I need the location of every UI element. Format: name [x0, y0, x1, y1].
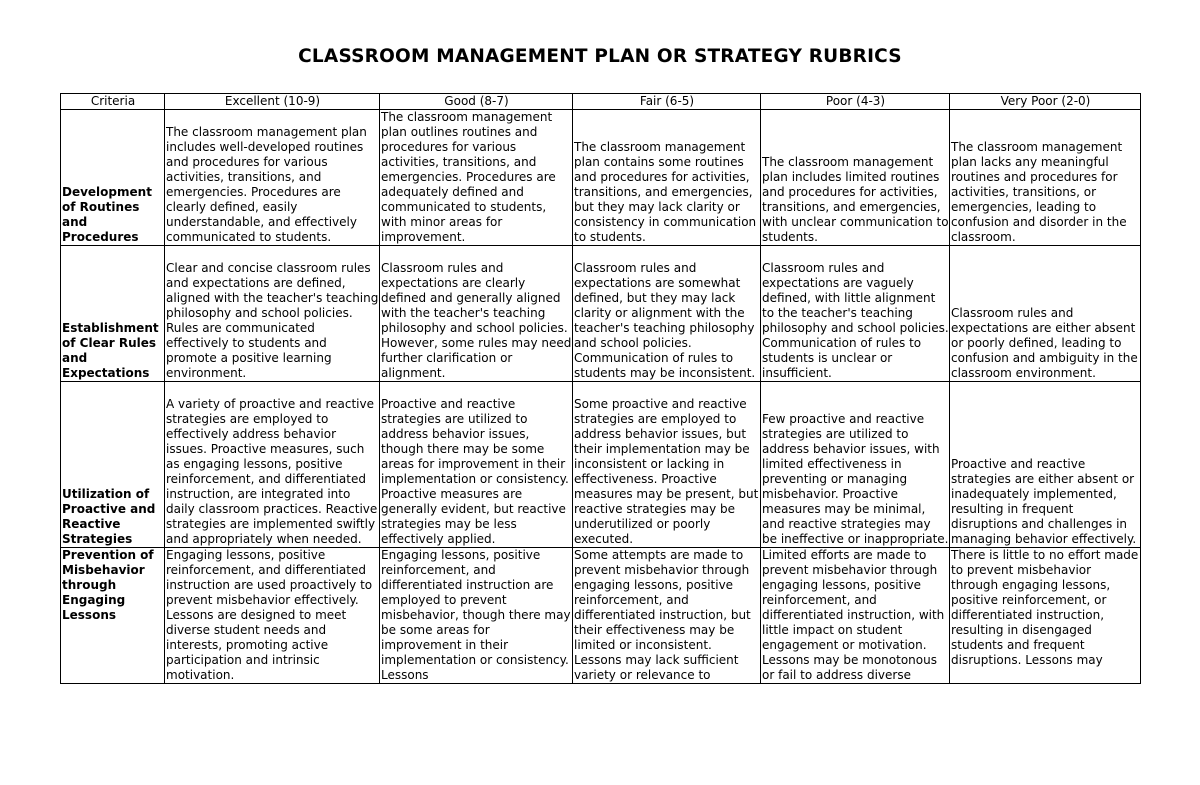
header-poor: Poor (4-3) [761, 94, 950, 110]
rubric-cell-poor: Classroom rules and expectations are vaguely defined, with little alignment to the teacher's teaching philosophy and school policies. Communication of rules to students is unclear or insufficient. [761, 246, 950, 382]
header-good: Good (8-7) [380, 94, 573, 110]
criteria-cell: Development of Routines and Procedures [61, 110, 165, 246]
header-row [61, 94, 1141, 110]
table-row [61, 246, 1141, 382]
rubric-cell-poor: Few proactive and reactive strategies are utilized to address behavior issues, with limited effectiveness in preventing or managing misbehavior. Proactive measures may be minimal, and reactive strategies may be ineffective or inappropriate. [761, 382, 950, 548]
rubric-cell-fair: Some proactive and reactive strategies are employed to address behavior issues, but their implementation may be inconsistent or lacking in effectiveness. Proactive measures may be present, but reactive strategies may be underutilized or poorly executed. [573, 382, 761, 548]
rubric-cell-excellent: Clear and concise classroom rules and expectations are defined, aligned with the teacher's teaching philosophy and school policies. Rules are communicated effectively to students and promote a positive learning environment. [165, 246, 380, 382]
rubric-cell-good: Proactive and reactive strategies are utilized to address behavior issues, though there may be some areas for improvement in their implementation or consistency. Proactive measures are generally evident, but reactive strategies may be less effectively applied. [380, 382, 573, 548]
header-criteria: Criteria [61, 94, 165, 110]
rubric-cell-poor: The classroom management plan includes limited routines and procedures for activities, transitions, and emergencies, with unclear communication to students. [761, 110, 950, 246]
rubric-cell-excellent: The classroom management plan includes well-developed routines and procedures for various activities, transitions, and emergencies. Procedures are clearly defined, easily understandable, and effectively communicated to students. [165, 110, 380, 246]
rubric-cell-excellent: A variety of proactive and reactive strategies are employed to effectively address behavior issues. Proactive measures, such as engaging lessons, positive reinforcement, and differentiated instruction, are integrated into daily classroom practices. Reactive strategies are implemented swiftly and appropriately when needed. [165, 382, 380, 548]
criteria-cell: Utilization of Proactive and Reactive Strategies [61, 382, 165, 548]
rubric-cell-very-poor: There is little to no effort made to prevent misbehavior through engaging lessons, positive reinforcement, or differentiated instruction, resulting in disengaged students and frequent disruptions. Lessons may [950, 548, 1141, 684]
header-very-poor: Very Poor (2-0) [950, 94, 1141, 110]
rubric-cell-fair: The classroom management plan contains some routines and procedures for activities, transitions, and emergencies, but they may lack clarity or consistency in communication to students. [573, 110, 761, 246]
header-excellent: Excellent (10-9) [165, 94, 380, 110]
rubric-cell-fair: Classroom rules and expectations are somewhat defined, but they may lack clarity or alignment with the teacher's teaching philosophy and school policies. Communication of rules to students may be inconsistent. [573, 246, 761, 382]
page-title: CLASSROOM MANAGEMENT PLAN OR STRATEGY RUBRICS [298, 46, 902, 67]
rubric-cell-very-poor: Classroom rules and expectations are either absent or poorly defined, leading to confusion and ambiguity in the classroom environment. [950, 246, 1141, 382]
rubric-cell-good: Engaging lessons, positive reinforcement, and differentiated instruction are employed to prevent misbehavior, though there may be some areas for improvement in their implementation or consistency. Lessons [381, 548, 571, 682]
table-row [61, 382, 1141, 548]
rubric-cell-fair: Some attempts are made to prevent misbehavior through engaging lessons, positive reinforcement, and differentiated instruction, but their effectiveness may be limited or inconsistent. Lessons may lack sufficient variety or relevance to [573, 548, 761, 684]
rubric-cell-good: The classroom management plan outlines routines and procedures for various activities, transitions, and emergencies. Procedures are adequately defined and communicated to students, with minor areas for improvement. [380, 110, 573, 246]
table-row [61, 110, 1141, 246]
rubric-cell-poor: Limited efforts are made to prevent misbehavior through engaging lessons, positive reinforcement, and differentiated instruction, with little impact on student engagement or motivation. Lessons may be monotonous or fail to address diverse [761, 548, 950, 684]
criteria-cell: Establishment of Clear Rules and Expectations [61, 246, 165, 382]
header-fair: Fair (6-5) [573, 94, 761, 110]
rubric-cell-excellent: Engaging lessons, positive reinforcement, and differentiated instruction are used proactively to prevent misbehavior effectively. Lessons are designed to meet diverse student needs and interests, promoting active participation and intrinsic motivation. [165, 548, 380, 684]
table-row [61, 548, 1141, 684]
rubric-table [60, 93, 1141, 684]
rubric-cell-very-poor: Proactive and reactive strategies are either absent or inadequately implemented, resulting in frequent disruptions and challenges in managing behavior effectively. [950, 382, 1141, 548]
rubric-cell-good: Classroom rules and expectations are clearly defined and generally aligned with the teacher's teaching philosophy and school policies. However, some rules may need further clarification or alignment. [380, 246, 573, 382]
rubric-cell-very-poor: The classroom management plan lacks any meaningful routines and procedures for activities, transitions, or emergencies, leading to confusion and disorder in the classroom. [950, 110, 1141, 246]
criteria-cell: Prevention of Misbehavior through Engaging Lessons [61, 548, 165, 684]
